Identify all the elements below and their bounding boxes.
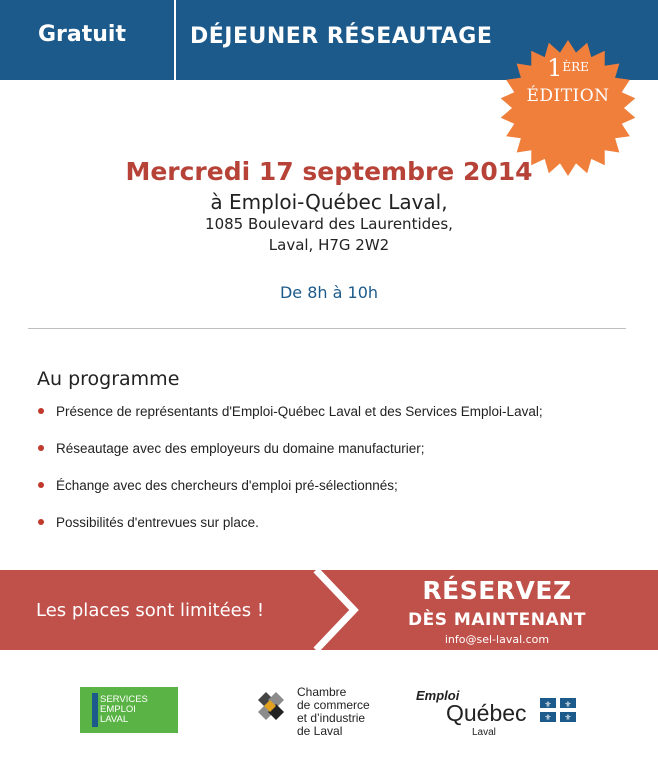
reserve-heading[interactable]: RÉSERVEZ	[422, 576, 572, 605]
svg-text:⚜: ⚜	[544, 713, 552, 722]
program-item-text: Échange avec des chercheurs d'emploi pré-sélectionnés;	[56, 478, 398, 493]
reservation-banner[interactable]	[0, 570, 658, 650]
program-item-text: Réseautage avec des employeurs du domaine manufacturier;	[56, 441, 425, 456]
program-item-text: Présence de représentants d'Emploi-Québec Laval et des Services Emploi-Laval;	[56, 404, 543, 419]
event-title: DÉJEUNER RÉSEAUTAGE	[190, 24, 493, 49]
badge-label: ÉDITION	[526, 86, 610, 106]
address-line-2: Laval, H7G 2W2	[268, 236, 390, 254]
logo-text-line: SERVICES	[100, 694, 148, 705]
bullet-icon	[38, 408, 44, 414]
event-date: Mercredi 17 septembre 2014	[125, 157, 533, 186]
logo-text-line: EMPLOI	[100, 704, 136, 715]
list-item	[38, 478, 543, 515]
contact-email-link[interactable]: info@sel-laval.com	[444, 633, 550, 646]
badge-number: 1	[547, 54, 563, 82]
emploi-quebec-logo-quebec: Québec	[446, 700, 527, 726]
bullet-icon	[38, 519, 44, 525]
program-heading: Au programme	[37, 368, 180, 390]
header-divider	[174, 0, 176, 80]
svg-text:⚜: ⚜	[544, 700, 552, 709]
program-item-text: Possibilités d'entrevues sur place.	[56, 515, 259, 530]
chamber-of-commerce-logo	[297, 686, 370, 738]
chamber-of-commerce-icon	[250, 686, 290, 726]
address-line-1: 1085 Boulevard des Laurentides,	[205, 215, 453, 233]
badge-suffix: ÈRE	[562, 60, 589, 74]
logo-text-line: LAVAL	[100, 714, 129, 725]
bullet-icon	[38, 445, 44, 451]
logo-text-line: Chambre	[297, 685, 347, 699]
free-label: Gratuit	[38, 22, 126, 47]
program-list	[38, 404, 543, 552]
logo-text-line: de Laval	[297, 724, 343, 738]
logo-text-line: de commerce	[297, 698, 370, 712]
services-emploi-laval-logo	[80, 687, 178, 733]
list-item	[38, 441, 543, 478]
divider	[28, 328, 626, 329]
event-venue: à Emploi-Québec Laval,	[210, 190, 448, 214]
list-item	[38, 404, 543, 441]
reserve-now-text[interactable]: DÈS MAINTENANT	[408, 610, 586, 630]
list-item	[38, 515, 543, 552]
svg-text:⚜: ⚜	[564, 700, 572, 709]
emploi-quebec-logo-laval: Laval	[472, 727, 496, 738]
logo-text-line: et d’industrie	[297, 711, 366, 725]
limited-places-text: Les places sont limitées !	[36, 600, 265, 621]
quebec-flag-icon	[540, 698, 576, 722]
emploi-quebec-logo-emploi: Emploi	[416, 688, 460, 703]
svg-text:⚜: ⚜	[564, 713, 572, 722]
bullet-icon	[38, 482, 44, 488]
event-hours: De 8h à 10h	[279, 283, 379, 302]
